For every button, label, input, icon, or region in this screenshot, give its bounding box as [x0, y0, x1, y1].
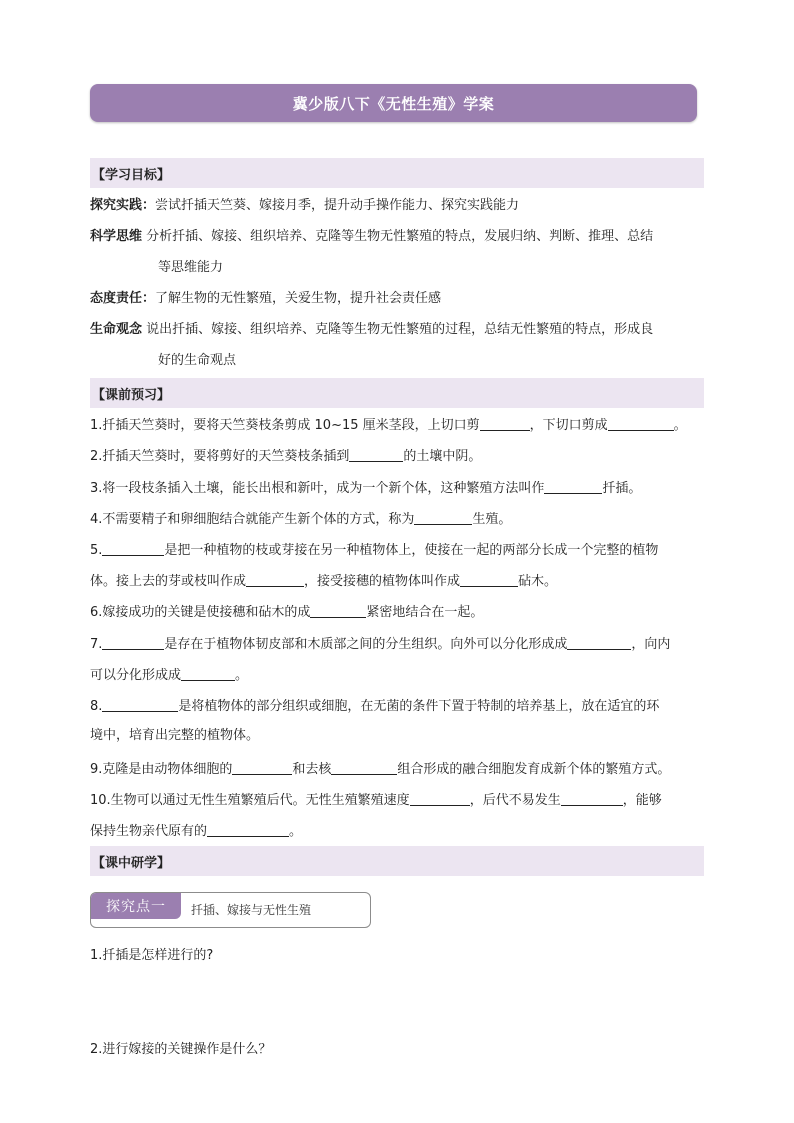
answer-blank[interactable]	[608, 416, 674, 431]
preview-question	[90, 479, 704, 497]
question-text: 可以分化形成成	[90, 668, 182, 683]
question-text: 是把一种植物的枝或芽接在另一种植物体上，使接在一起的两部分长成一个完整的植物	[164, 543, 659, 558]
goal-label: 态度责任：	[90, 291, 156, 306]
study-question: 2.进行嫁接的关键操作是什么？	[90, 1042, 272, 1057]
question-text: ，向内	[631, 637, 671, 652]
preview-question	[90, 697, 704, 715]
goal-text-continued: 好的生命观点	[158, 353, 237, 368]
answer-blank[interactable]	[410, 791, 470, 806]
explore-point-box	[90, 892, 371, 928]
goal-label: 生命观念	[90, 322, 143, 337]
question-text: 。	[235, 668, 249, 683]
preview-question	[90, 510, 704, 528]
question-text: 7.	[90, 637, 103, 652]
preview-question	[90, 603, 704, 621]
section-header-goals: 【学习目标】	[90, 158, 704, 188]
preview-question	[90, 760, 704, 778]
goal-text: 了解生物的无性繁殖，关爱生物，提升社会责任感	[155, 291, 442, 306]
question-text: 8.	[90, 699, 103, 714]
document-title: 冀少版八下《无性生殖》学案	[292, 94, 495, 113]
answer-blank[interactable]	[102, 697, 178, 712]
answer-blank[interactable]	[544, 479, 602, 494]
preview-question	[90, 416, 704, 434]
question-text: 。	[289, 824, 303, 839]
answer-blank[interactable]	[460, 572, 518, 587]
question-text: 组合形成的融合细胞发育成新个体的繁殖方式。	[397, 762, 671, 777]
answer-blank[interactable]	[567, 635, 631, 650]
goal-label: 探究实践：	[90, 198, 156, 213]
question-text: 是将植物体的部分组织或细胞，在无菌的条件下置于特制的培养基上，放在适宜的环	[178, 699, 660, 714]
answer-blank[interactable]	[349, 447, 403, 462]
goal-item	[90, 291, 704, 307]
answer-blank[interactable]	[207, 822, 289, 837]
study-question: 1.扦插是怎样进行的?	[90, 948, 214, 963]
question-text: 3.将一段枝条插入土壤，能长出根和新叶，成为一个新个体，这种繁殖方法叫作	[90, 481, 545, 496]
goal-text-continued: 等思维能力	[158, 260, 224, 275]
question-text: ，下切口剪成	[529, 418, 608, 433]
question-text: 保持生物亲代原有的	[90, 824, 208, 839]
goal-item	[90, 198, 704, 214]
preview-question-continued: 境中，培育出完整的植物体。	[90, 728, 260, 743]
question-text: 5.	[90, 543, 103, 558]
explore-point-topic: 扦插、嫁接与无性生殖	[191, 903, 312, 917]
answer-blank[interactable]	[480, 416, 530, 431]
preview-question-continued	[90, 572, 704, 590]
answer-blank[interactable]	[102, 635, 164, 650]
question-text: 6.嫁接成功的关键是使接穗和砧木的成	[90, 605, 311, 620]
answer-blank[interactable]	[310, 603, 366, 618]
question-text: ，能够	[622, 793, 662, 808]
preview-question-continued	[90, 822, 704, 840]
answer-blank[interactable]	[331, 760, 397, 775]
preview-question	[90, 635, 704, 653]
question-text: 生殖。	[472, 512, 512, 527]
title-banner	[90, 84, 697, 122]
answer-blank[interactable]	[181, 666, 235, 681]
question-text: ，后代不易发生	[469, 793, 561, 808]
goal-text: 尝试扦插天竺葵、嫁接月季，提升动手操作能力、探究实践能力	[155, 198, 520, 213]
goal-text: 说出扦插、嫁接、组织培养、克隆等生物无性繁殖的过程，总结无性繁殖的特点，形成良	[146, 322, 654, 337]
question-text: 体。接上去的芽或枝叫作成	[90, 574, 247, 589]
explore-point-tag: 探究点一	[91, 893, 181, 919]
question-text: 4.不需要精子和卵细胞结合就能产生新个体的方式，称为	[90, 512, 415, 527]
section-header-preview: 【课前预习】	[90, 378, 704, 408]
answer-blank[interactable]	[561, 791, 623, 806]
question-text: 。	[673, 418, 687, 433]
goal-label: 科学思维	[90, 229, 143, 244]
answer-blank[interactable]	[102, 541, 164, 556]
goal-item	[90, 322, 704, 338]
question-text: 的土壤中阴。	[403, 449, 482, 464]
question-text: 和去核	[292, 762, 332, 777]
question-text: 10.生物可以通过无性生殖繁殖后代。无性生殖繁殖速度	[90, 793, 410, 808]
preview-question-continued	[90, 666, 704, 684]
preview-question	[90, 541, 704, 559]
preview-question	[90, 791, 704, 809]
answer-blank[interactable]	[414, 510, 472, 525]
section-header-study: 【课中研学】	[90, 846, 704, 876]
goal-text: 分析扦插、嫁接、组织培养、克隆等生物无性繁殖的特点，发展归纳、判断、推理、总结	[146, 229, 654, 244]
goal-item	[90, 229, 704, 245]
answer-blank[interactable]	[232, 760, 292, 775]
question-text: 扦插。	[602, 481, 642, 496]
question-text: 是存在于植物体韧皮部和木质部之间的分生组织。向外可以分化形成成	[164, 637, 568, 652]
question-text: ，接受接穗的植物体叫作成	[304, 574, 461, 589]
answer-blank[interactable]	[246, 572, 304, 587]
question-text: 1.扦插天竺葵时，要将天竺葵枝条剪成 10~15 厘米茎段，上切口剪	[90, 418, 480, 433]
question-text: 2.扦插天竺葵时，要将剪好的天竺葵枝条插到	[90, 449, 350, 464]
question-text: 紧密地结合在一起。	[366, 605, 484, 620]
preview-question	[90, 447, 704, 465]
question-text: 9.克隆是由动物体细胞的	[90, 762, 233, 777]
question-text: 砧木。	[518, 574, 558, 589]
